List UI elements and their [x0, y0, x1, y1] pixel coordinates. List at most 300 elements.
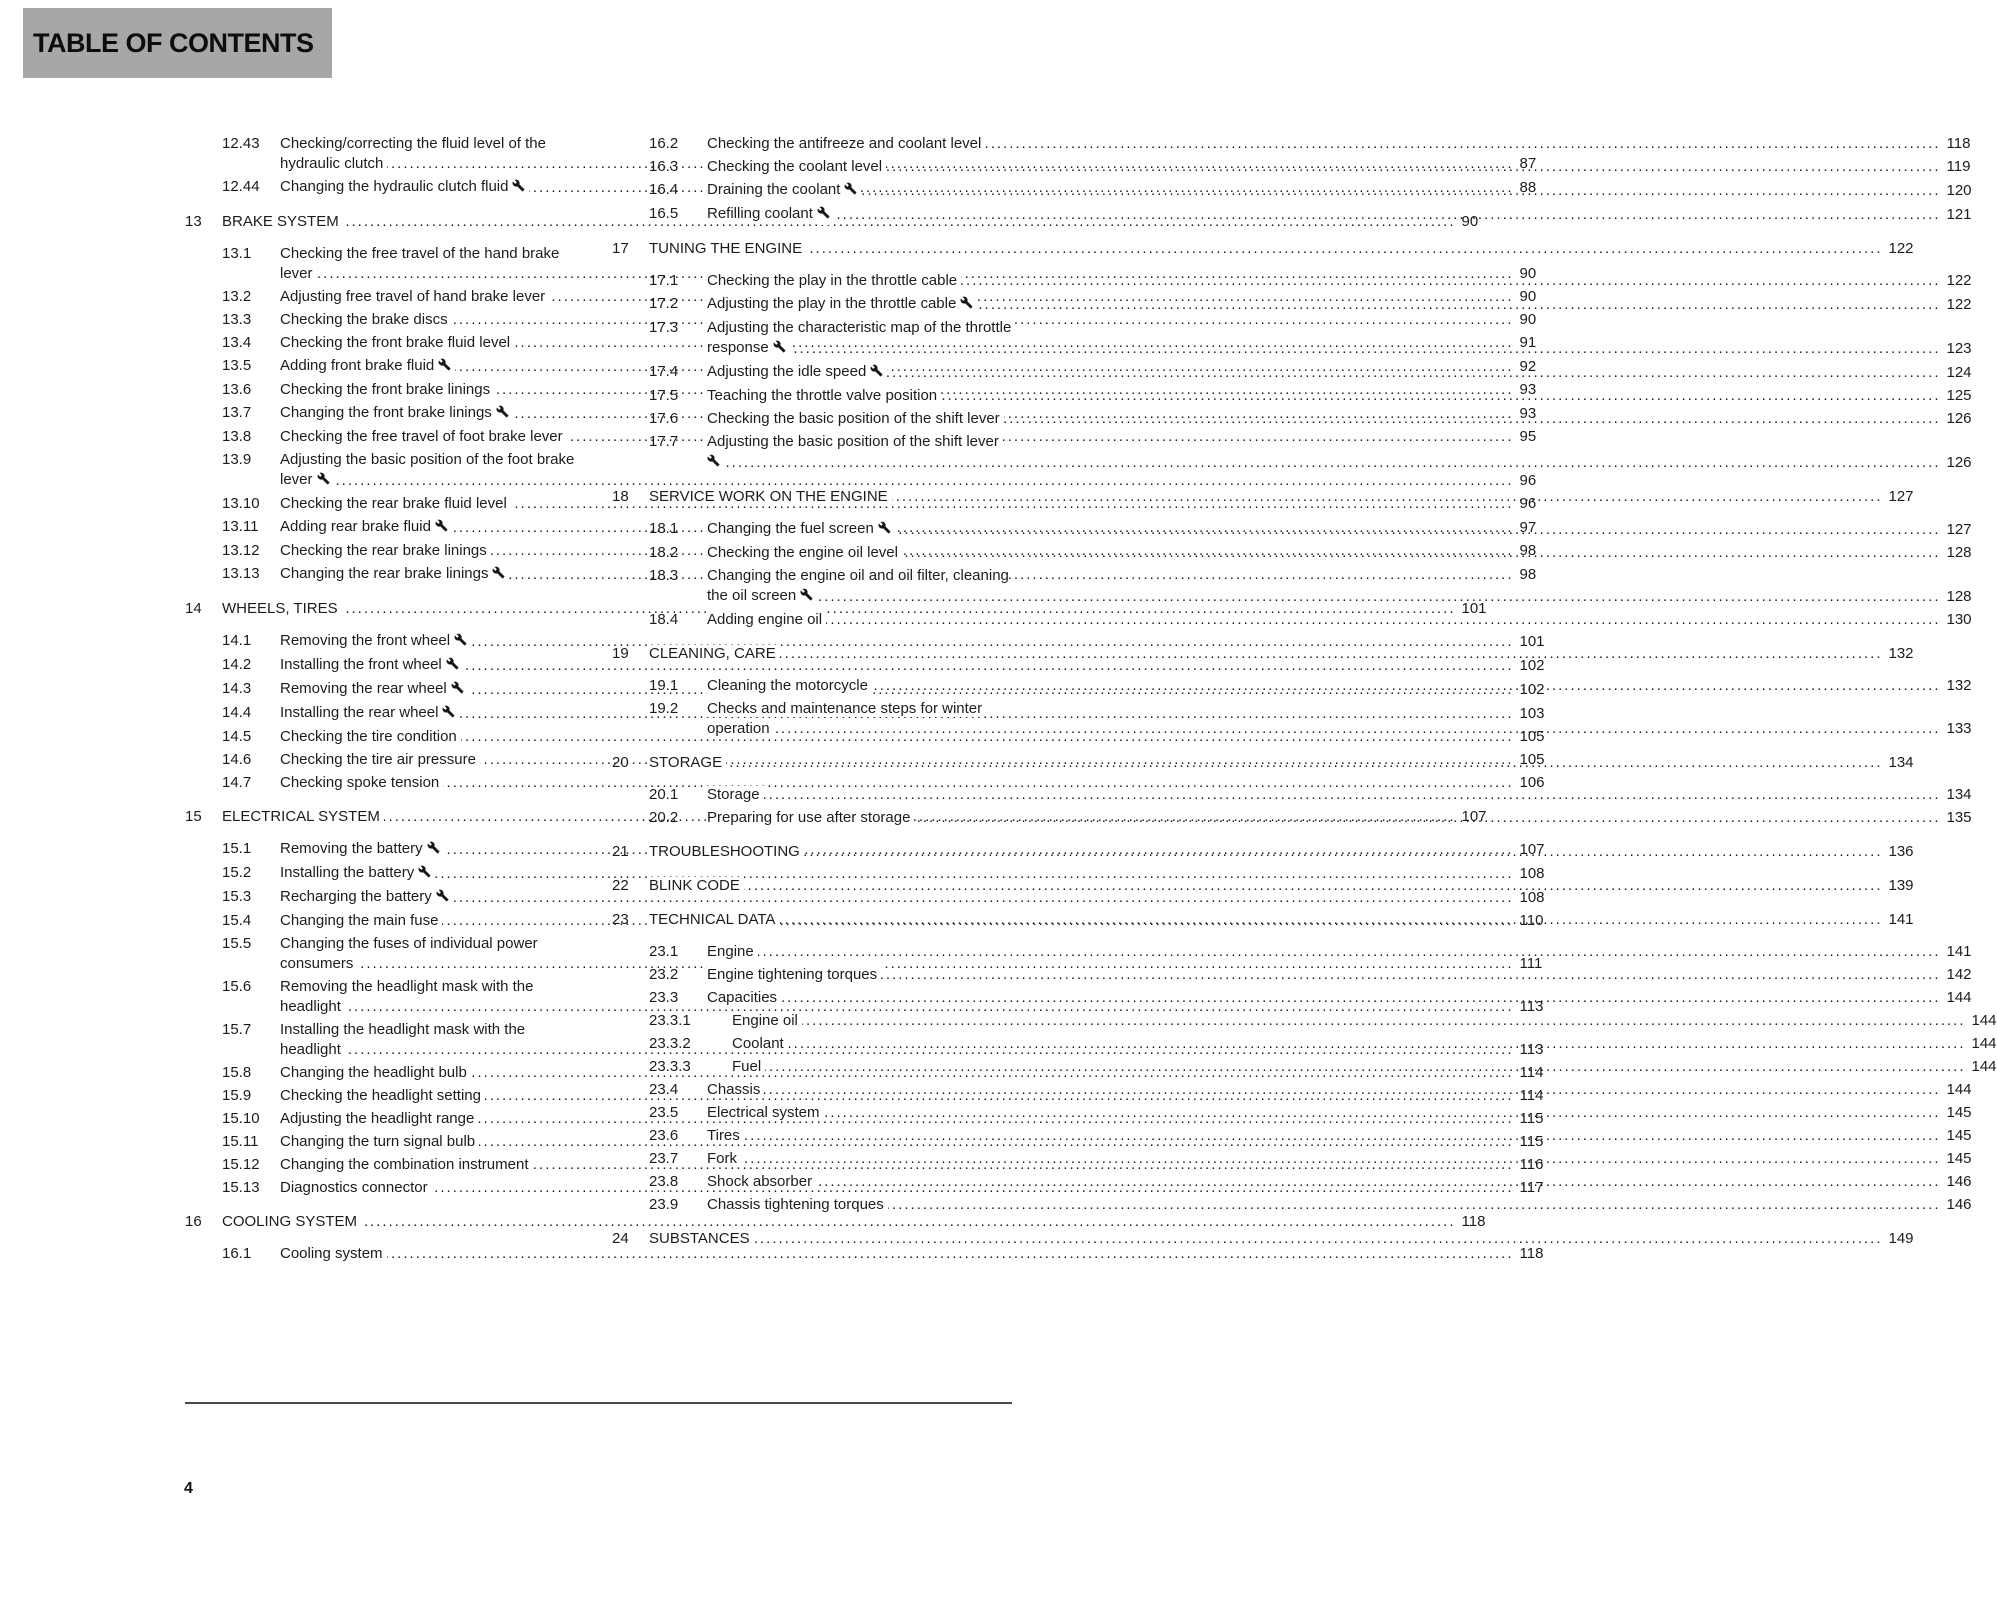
wrench-icon — [436, 888, 453, 908]
toc-entry — [612, 1195, 1972, 1215]
section-number: 17.1 — [649, 272, 679, 289]
toc-entry — [185, 863, 1545, 884]
section-number: 13.5 — [222, 357, 252, 374]
entry-title: Changing the combination instrument — [280, 1156, 532, 1173]
entry-page-number: 107 — [1514, 841, 1545, 858]
section-number: 13 — [185, 213, 202, 230]
entry-page-number: 145 — [1941, 1127, 1972, 1144]
entry-title: Tires — [707, 1127, 744, 1144]
entry-title: Checking spoke tension — [280, 774, 443, 791]
wrench-icon — [773, 339, 790, 359]
entry-title: Checks and maintenance steps for winter operation — [707, 700, 983, 737]
leader-dots — [707, 966, 1941, 983]
entry-title: ELECTRICAL SYSTEM — [222, 808, 384, 825]
wrench-icon — [454, 632, 471, 652]
section-number: 16.1 — [222, 1245, 252, 1262]
entry-body — [649, 1229, 1914, 1249]
leader-dots — [707, 206, 1941, 223]
section-number: 20.2 — [649, 809, 679, 826]
entry-body — [707, 610, 1972, 630]
entry-page-number: 114 — [1514, 1087, 1544, 1104]
entry-page-number: 102 — [1514, 657, 1545, 674]
section-number: 16.5 — [649, 205, 679, 222]
entry-page-number: 106 — [1514, 774, 1545, 791]
entry-page-number: 90 — [1514, 265, 1537, 282]
leader-dots — [707, 182, 1941, 199]
entry-title: TECHNICAL DATA — [649, 911, 779, 928]
entry-title: Checking the headlight setting — [280, 1087, 485, 1104]
entry-title: Checking the free travel of foot brake lever — [280, 428, 567, 445]
leader-dots — [707, 454, 1941, 471]
section-number: 23.3.1 — [649, 1012, 691, 1029]
entry-title: Changing the turn signal bulb — [280, 1133, 479, 1150]
section-number: 23.3 — [649, 989, 679, 1006]
section-number: 18.4 — [649, 611, 679, 628]
entry-title: Preparing for use after storage — [707, 809, 914, 826]
entry-body — [280, 1244, 1544, 1264]
entry-title: Removing the front wheel — [280, 632, 454, 649]
entry-page-number: 126 — [1941, 410, 1972, 427]
leader-dots — [707, 786, 1941, 803]
entry-page-number: 113 — [1514, 998, 1544, 1015]
wrench-icon — [418, 864, 435, 884]
wrench-icon — [800, 587, 817, 607]
entry-page-number: 132 — [1941, 677, 1972, 694]
toc-entry — [185, 631, 1545, 652]
section-number: 13.4 — [222, 334, 252, 351]
entry-title: WHEELS, TIRES — [222, 600, 342, 617]
page-number: 4 — [184, 1480, 193, 1497]
entry-page-number: 117 — [1514, 1179, 1544, 1196]
leader-dots — [707, 1081, 1941, 1098]
entry-title: Changing the rear brake linings — [280, 565, 492, 582]
entry-page-number: 101 — [1456, 600, 1487, 617]
leader-dots — [707, 1104, 1941, 1121]
section-number: 15 — [185, 808, 202, 825]
section-number: 17.3 — [649, 319, 679, 336]
section-number: 23.2 — [649, 966, 679, 983]
section-number: 19.2 — [649, 700, 679, 717]
section-number: 17 — [612, 240, 629, 257]
entry-page-number: 144 — [1966, 1035, 1997, 1052]
entry-page-number: 90 — [1514, 288, 1537, 305]
toc-entry — [185, 450, 1537, 491]
entry-page-number: 130 — [1941, 611, 1972, 628]
entry-title: Checking the front brake linings — [280, 381, 494, 398]
entry-page-number: 128 — [1941, 544, 1972, 561]
wrench-icon — [427, 840, 444, 860]
section-number: 14.1 — [222, 632, 252, 649]
entry-page-number: 115 — [1514, 1110, 1544, 1127]
leader-dots — [732, 1058, 1966, 1075]
section-number: 20.1 — [649, 786, 679, 803]
entry-page-number: 144 — [1941, 989, 1972, 1006]
leader-dots — [707, 720, 1941, 737]
entry-page-number: 103 — [1514, 705, 1545, 722]
entry-page-number: 145 — [1941, 1104, 1972, 1121]
entry-title: Changing the fuses of individual power consumers — [280, 935, 538, 972]
entry-body — [649, 239, 1914, 259]
wrench-icon — [844, 181, 861, 201]
entry-title: Checking the play in the throttle cable — [707, 272, 961, 289]
entry-page-number: 144 — [1941, 1081, 1972, 1098]
section-number: 17.2 — [649, 295, 679, 312]
entry-body — [707, 785, 1972, 805]
section-number: 13.2 — [222, 288, 252, 305]
entry-page-number: 134 — [1941, 786, 1972, 803]
section-number: 14.4 — [222, 704, 252, 721]
leader-dots — [707, 158, 1941, 175]
toc-entry — [612, 239, 1914, 259]
leader-dots — [707, 1150, 1941, 1167]
entry-title: TUNING THE ENGINE — [649, 240, 806, 257]
entry-body — [732, 1011, 1997, 1031]
entry-page-number: 98 — [1514, 566, 1537, 583]
toc-entry — [612, 134, 1971, 154]
entry-page-number: 118 — [1941, 135, 1971, 152]
entry-title: Engine oil — [732, 1012, 802, 1029]
entry-title: Engine tightening torques — [707, 966, 881, 983]
wrench-icon — [878, 520, 895, 540]
section-number: 13.12 — [222, 542, 260, 559]
section-number: 17.6 — [649, 410, 679, 427]
toc-entry — [185, 599, 1487, 619]
entry-body — [222, 1212, 1486, 1232]
leader-dots — [707, 364, 1941, 381]
leader-dots — [649, 754, 1883, 771]
entry-page-number: 113 — [1514, 1041, 1544, 1058]
entry-title: Recharging the battery — [280, 888, 436, 905]
entry-page-number: 93 — [1514, 405, 1537, 422]
entry-title: Removing the battery — [280, 840, 427, 857]
entry-title: BRAKE SYSTEM — [222, 213, 343, 230]
section-number: 14.7 — [222, 774, 252, 791]
section-number: 23.3.3 — [649, 1058, 691, 1075]
entry-title: Installing the rear wheel — [280, 704, 442, 721]
wrench-icon — [512, 178, 529, 198]
entry-title: Changing the front brake linings — [280, 404, 496, 421]
section-number: 13.10 — [222, 495, 260, 512]
section-number: 20 — [612, 754, 629, 771]
entry-title: COOLING SYSTEM — [222, 1213, 361, 1230]
entry-title: Chassis tightening torques — [707, 1196, 888, 1213]
entry-title: Diagnostics connector — [280, 1179, 432, 1196]
entry-page-number: 141 — [1941, 943, 1972, 960]
entry-body — [280, 887, 1545, 908]
entry-page-number: 93 — [1514, 381, 1537, 398]
leader-dots — [707, 340, 1941, 357]
entry-page-number: 144 — [1966, 1012, 1997, 1029]
section-number: 23.4 — [649, 1081, 679, 1098]
entry-title: Checking the basic position of the shift lever — [707, 410, 1004, 427]
entry-title: Removing the headlight mask with the headlight — [280, 978, 534, 1015]
entry-page-number: 149 — [1883, 1230, 1914, 1247]
section-number: 14.6 — [222, 751, 252, 768]
section-number: 15.8 — [222, 1064, 252, 1081]
entry-page-number: 98 — [1514, 542, 1537, 559]
section-number: 18.2 — [649, 544, 679, 561]
entry-title: Adjusting free travel of hand brake lever — [280, 288, 549, 305]
section-number: 15.13 — [222, 1179, 260, 1196]
entry-title: Adjusting the play in the throttle cable — [707, 295, 960, 312]
entry-page-number: 125 — [1941, 387, 1972, 404]
entry-title: Checking the rear brake fluid level — [280, 495, 511, 512]
wrench-icon — [817, 205, 834, 225]
section-number: 15.12 — [222, 1156, 260, 1173]
wrench-icon — [438, 357, 455, 377]
entry-page-number: 101 — [1514, 633, 1545, 650]
entry-title: Refilling coolant — [707, 205, 817, 222]
toc-entry — [185, 655, 1545, 676]
entry-title: Adding rear brake fluid — [280, 518, 435, 535]
entry-title: Coolant — [732, 1035, 788, 1052]
entry-title: Adjusting the basic position of the shift lever — [707, 433, 1003, 450]
entry-page-number: 90 — [1514, 311, 1537, 328]
leader-dots — [707, 943, 1941, 960]
section-number: 16 — [185, 1213, 202, 1230]
section-number: 15.11 — [222, 1133, 259, 1150]
section-number: 15.2 — [222, 864, 252, 881]
entry-page-number: 124 — [1941, 364, 1972, 381]
section-number: 17.7 — [649, 433, 679, 450]
entry-page-number: 136 — [1883, 843, 1914, 860]
section-number: 13.8 — [222, 428, 252, 445]
section-number: 23 — [612, 911, 629, 928]
leader-dots — [649, 645, 1883, 662]
entry-body — [280, 773, 1545, 793]
entry-body — [280, 655, 1545, 676]
section-number: 12.44 — [222, 178, 260, 195]
toc-entry — [612, 1229, 1914, 1249]
leader-dots — [707, 1173, 1941, 1190]
entry-title: Removing the rear wheel — [280, 680, 451, 697]
entry-page-number: 122 — [1883, 240, 1914, 257]
section-number: 23.9 — [649, 1196, 679, 1213]
entry-page-number: 115 — [1514, 1133, 1544, 1150]
entry-page-number: 123 — [1941, 340, 1972, 357]
section-number: 24 — [612, 1230, 629, 1247]
leader-dots — [707, 677, 1941, 694]
entry-title: Cleaning the motorcycle — [707, 677, 872, 694]
entry-title: Chassis — [707, 1081, 764, 1098]
section-number: 19 — [612, 645, 629, 662]
toc-entry — [185, 1212, 1486, 1232]
leader-dots — [707, 1127, 1941, 1144]
entry-title: Changing the headlight bulb — [280, 1064, 471, 1081]
leader-dots — [649, 843, 1883, 860]
entry-title: Storage — [707, 786, 764, 803]
section-number: 23.6 — [649, 1127, 679, 1144]
section-number: 23.3.2 — [649, 1035, 691, 1052]
section-number: 12.43 — [222, 135, 260, 152]
entry-page-number: 121 — [1941, 206, 1972, 223]
section-number: 15.10 — [222, 1110, 260, 1127]
entry-title: Adjusting the idle speed — [707, 363, 870, 380]
wrench-icon — [496, 404, 513, 424]
entry-page-number: 119 — [1941, 158, 1971, 175]
leader-dots — [732, 1012, 1966, 1029]
entry-title: Capacities — [707, 989, 781, 1006]
entry-title: Cooling system — [280, 1245, 387, 1262]
entry-page-number: 108 — [1514, 865, 1545, 882]
entry-title: Checking/correcting the fluid level of the hydraulic clutch — [280, 135, 546, 172]
section-number: 18 — [612, 488, 629, 505]
entry-title: Adding front brake fluid — [280, 357, 438, 374]
wrench-icon — [446, 656, 463, 676]
entry-page-number: 111 — [1514, 955, 1543, 972]
wrench-icon — [435, 518, 452, 538]
entry-title: Adjusting the characteristic map of the throttle response — [707, 319, 1012, 356]
entry-page-number: 132 — [1883, 645, 1914, 662]
section-number: 13.11 — [222, 518, 259, 535]
section-number: 18.3 — [649, 567, 679, 584]
section-number: 23.1 — [649, 943, 679, 960]
wrench-icon — [707, 453, 724, 473]
section-number: 15.5 — [222, 935, 252, 952]
entry-page-number: 145 — [1941, 1150, 1972, 1167]
section-number: 14.2 — [222, 656, 252, 673]
wrench-icon — [870, 363, 887, 383]
entry-title: Checking the free travel of the hand brake lever — [280, 245, 560, 282]
page-header — [23, 8, 332, 78]
section-number: 15.1 — [222, 840, 252, 857]
section-number: 16.2 — [649, 135, 679, 152]
toc-entry — [185, 1244, 1544, 1264]
section-number: 13.1 — [222, 245, 252, 262]
entry-body — [707, 965, 1972, 985]
entry-page-number: 134 — [1883, 754, 1914, 771]
section-number: 13.9 — [222, 451, 252, 468]
entry-title: Engine — [707, 943, 758, 960]
entry-page-number: 135 — [1941, 809, 1972, 826]
section-number: 15.6 — [222, 978, 252, 995]
entry-title: Checking the tire condition — [280, 728, 461, 745]
wrench-icon — [317, 471, 334, 491]
entry-body — [280, 450, 1537, 491]
entry-page-number: 114 — [1514, 1064, 1544, 1081]
section-number: 14.3 — [222, 680, 252, 697]
entry-title: Teaching the throttle valve position — [707, 387, 941, 404]
toc-entry — [612, 876, 1914, 896]
leader-dots — [707, 611, 1941, 628]
leader-dots — [649, 1230, 1883, 1247]
entry-title: Adjusting the headlight range — [280, 1110, 478, 1127]
section-number: 19.1 — [649, 677, 679, 694]
entry-page-number: 127 — [1883, 488, 1914, 505]
entry-page-number: 102 — [1514, 681, 1545, 698]
entry-body — [280, 631, 1545, 652]
entry-body — [649, 644, 1914, 664]
entry-page-number: 133 — [1941, 720, 1972, 737]
section-number: 13.6 — [222, 381, 252, 398]
toc-entry — [185, 727, 1545, 747]
entry-title: Fork — [707, 1150, 741, 1167]
entry-title: Installing the battery — [280, 864, 418, 881]
entry-page-number: 95 — [1514, 428, 1537, 445]
section-number: 18.1 — [649, 520, 679, 537]
entry-title: Checking the engine oil level — [707, 544, 902, 561]
entry-page-number: 127 — [1941, 521, 1972, 538]
entry-page-number: 118 — [1514, 1245, 1544, 1262]
entry-title: Shock absorber — [707, 1173, 816, 1190]
entry-page-number: 88 — [1514, 179, 1537, 196]
entry-page-number: 90 — [1456, 213, 1479, 230]
section-number: 15.4 — [222, 912, 252, 929]
section-number: 16.4 — [649, 181, 679, 198]
entry-title: Adjusting the basic position of the foot brake lever — [280, 451, 575, 488]
entry-title: Checking the brake discs — [280, 311, 452, 328]
entry-title: CLEANING, CARE — [649, 645, 780, 662]
entry-title: Checking the antifreeze and coolant level — [707, 135, 985, 152]
entry-page-number: 144 — [1966, 1058, 1997, 1075]
leader-dots — [649, 877, 1883, 894]
entry-body — [707, 1195, 1972, 1215]
section-number: 13.7 — [222, 404, 252, 421]
section-number: 21 — [612, 843, 629, 860]
entry-page-number: 128 — [1941, 588, 1972, 605]
section-number: 14 — [185, 600, 202, 617]
entry-title: Adding engine oil — [707, 611, 826, 628]
entry-page-number: 91 — [1514, 334, 1537, 351]
leader-dots — [732, 1035, 1966, 1052]
leader-dots — [707, 1196, 1941, 1213]
leader-dots — [707, 989, 1941, 1006]
wrench-icon — [442, 704, 459, 724]
entry-page-number: 146 — [1941, 1173, 1972, 1190]
section-number: 14.5 — [222, 728, 252, 745]
entry-page-number: 126 — [1941, 454, 1972, 471]
entry-page-number: 142 — [1941, 966, 1972, 983]
entry-page-number: 116 — [1514, 1156, 1544, 1173]
entry-title: Checking the rear brake linings — [280, 542, 491, 559]
wrench-icon — [960, 295, 977, 315]
entry-body — [649, 876, 1914, 896]
entry-title: Checking the coolant level — [707, 158, 886, 175]
entry-title: TROUBLESHOOTING — [649, 843, 804, 860]
entry-title: Changing the hydraulic clutch fluid — [280, 178, 512, 195]
page-title: TABLE OF CONTENTS — [33, 28, 314, 58]
entry-page-number: 105 — [1514, 751, 1545, 768]
entry-title: Changing the main fuse — [280, 912, 442, 929]
section-number: 15.9 — [222, 1087, 252, 1104]
entry-page-number: 146 — [1941, 1196, 1972, 1213]
entry-page-number: 92 — [1514, 358, 1537, 375]
entry-title: Installing the front wheel — [280, 656, 446, 673]
entry-title: Checking the front brake fluid level — [280, 334, 514, 351]
entry-title: STORAGE — [649, 754, 726, 771]
entry-page-number: 96 — [1514, 495, 1537, 512]
section-number: 15.7 — [222, 1021, 252, 1038]
leader-dots — [707, 588, 1941, 605]
entry-page-number: 96 — [1514, 472, 1537, 489]
entry-title: Installing the headlight mask with the headlight — [280, 1021, 526, 1058]
toc-entry — [612, 644, 1914, 664]
footer-divider — [185, 1402, 1012, 1404]
entry-body — [222, 599, 1487, 619]
section-number: 23.7 — [649, 1150, 679, 1167]
entry-title: Checking the tire air pressure — [280, 751, 480, 768]
entry-title: Changing the fuel screen — [707, 520, 878, 537]
entry-title: Fuel — [732, 1058, 765, 1075]
entry-page-number: 141 — [1883, 911, 1914, 928]
toc-entry — [185, 887, 1545, 908]
entry-title: SUBSTANCES — [649, 1230, 754, 1247]
entry-body — [280, 863, 1545, 884]
entry-page-number: 97 — [1514, 519, 1537, 536]
entry-page-number: 122 — [1941, 272, 1972, 289]
section-number: 23.5 — [649, 1104, 679, 1121]
section-number: 17.4 — [649, 363, 679, 380]
